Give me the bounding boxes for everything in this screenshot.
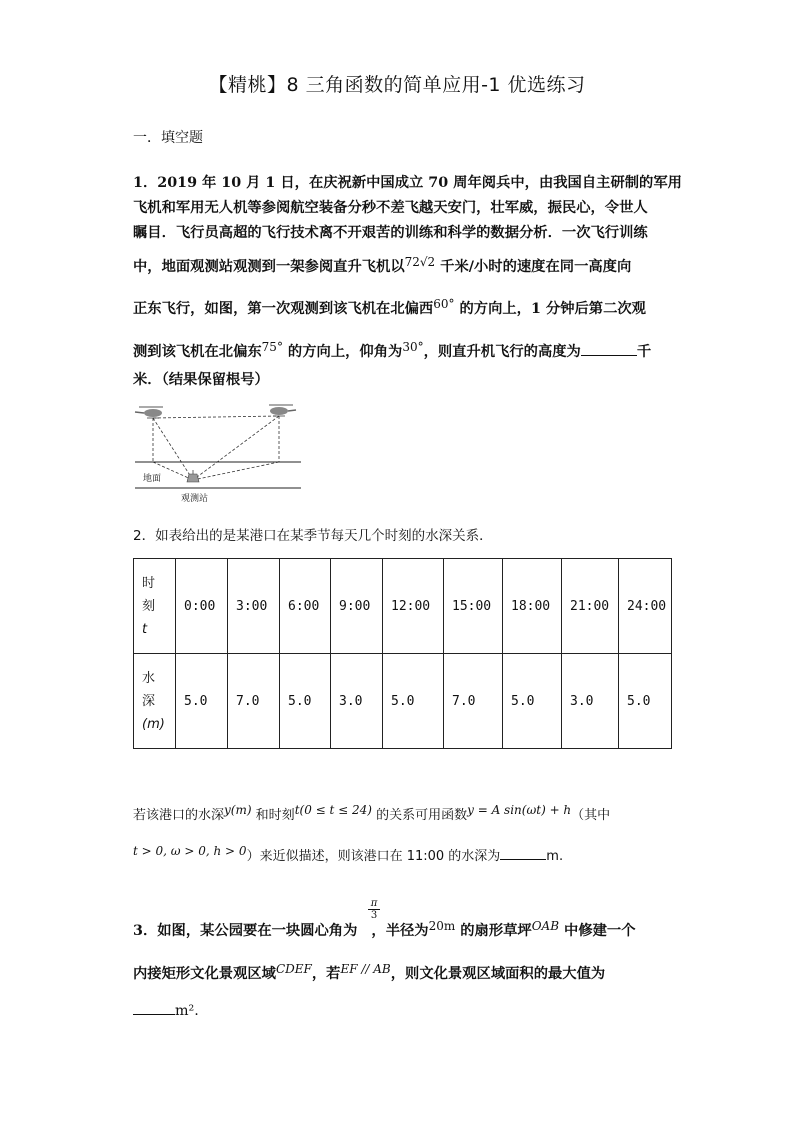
row-header-unit: (m) (142, 716, 165, 732)
time-cell: 21:00 (562, 559, 619, 654)
fraction-numerator: π (370, 898, 378, 909)
page-title: 【精桃】8 三角函数的简单应用-1 优选练习 (208, 74, 586, 96)
sector-name: OAB (531, 919, 560, 933)
q1-line-6 (133, 341, 651, 361)
q1-text: 正东飞行，如图，第一次观测到该飞机在北偏西 (133, 301, 434, 317)
parameter-conditions: t > 0, ω > 0, h > 0 (133, 844, 247, 858)
q3-text: ，则文化景观区域面积的最大值为 (390, 966, 606, 982)
q1-text: 的方向上，1 分钟后第二次观 (454, 301, 646, 317)
q1-text: 千 (636, 344, 652, 360)
station-label: 观测站 (181, 494, 209, 504)
row-header-time (134, 559, 176, 654)
q1-text: ，则直升机飞行的高度为 (423, 344, 581, 360)
q2-line-2 (133, 845, 563, 864)
time-cell: 12:00 (383, 559, 444, 654)
q3-text: 的扇形草坪 (455, 923, 532, 939)
answer-blank (133, 1002, 175, 1015)
q2-text: 的关系可用函数 (371, 808, 468, 823)
q3-line-2 (133, 963, 605, 983)
q2-intro: 2．如表给出的是某港口在某季节每天几个时刻的水深关系． (133, 528, 493, 544)
q2-text: 和时刻 (251, 808, 295, 823)
q1-line-5 (133, 298, 646, 318)
angle-60: 60° (433, 297, 455, 311)
row-header-char: 水 (142, 670, 156, 686)
q1-text: 的方向上，仰角为 (282, 344, 403, 360)
q3-text: ，半径为 (371, 923, 429, 939)
q1-line-7: 米．（结果保留根号） (133, 372, 269, 388)
q2-line-1 (133, 804, 610, 823)
q2-text: m. (546, 849, 564, 864)
pi-over-3-fraction (368, 898, 380, 921)
q1-text: 测到该飞机在北偏东 (133, 344, 262, 360)
q3-line-1 (133, 920, 636, 940)
rectangle-name: CDEF (275, 962, 312, 976)
radius-value: 20m (428, 919, 456, 933)
time-cell: 15:00 (444, 559, 503, 654)
depth-variable: y(m) (224, 803, 252, 817)
time-range: t(0 ≤ t ≤ 24) (294, 803, 372, 817)
depth-cell: 5.0 (176, 654, 228, 749)
time-cell: 18:00 (503, 559, 562, 654)
time-cell: 24:00 (619, 559, 672, 654)
ground-label: 地面 (143, 474, 162, 484)
flight-observation-figure (133, 400, 303, 510)
q1-line-4 (133, 256, 631, 276)
sight-lines (153, 416, 279, 480)
q3-text: 内接矩形文化景观区域 (133, 966, 276, 982)
q3-text: ，若 (311, 966, 341, 982)
depth-cell: 3.0 (562, 654, 619, 749)
row-header-char: 刻 (142, 598, 156, 614)
q1-text: 千米/小时的速度在同一高度向 (435, 259, 632, 275)
q3-text: 中修建一个 (559, 923, 636, 939)
depth-cell: 5.0 (280, 654, 331, 749)
section-heading: 一．填空题 (133, 130, 203, 146)
q3-line-3 (133, 1002, 199, 1019)
answer-blank (581, 343, 637, 356)
angle-30: 30° (402, 340, 424, 354)
depth-cell: 5.0 (383, 654, 444, 749)
parallel-condition: EF // AB (340, 962, 391, 976)
speed-expression: 72√2 (404, 255, 436, 269)
function-formula: y = A sin(ωt) + h (467, 803, 572, 817)
row-header-char: 时 (142, 575, 156, 591)
row-header-var: t (142, 621, 148, 637)
helicopter-left-icon (135, 407, 163, 418)
water-depth-table (133, 558, 672, 749)
q1-text: 中，地面观测站观测到一架参阅直升飞机以 (133, 259, 405, 275)
q2-text: 若该港口的水深 (133, 808, 225, 823)
time-cell: 9:00 (331, 559, 383, 654)
answer-blank (500, 847, 546, 860)
row-header-depth (134, 654, 176, 749)
q3-text: 3．如图，某公园要在一块圆心角为 (133, 923, 358, 939)
angle-75: 75° (261, 340, 283, 354)
time-cell: 0:00 (176, 559, 228, 654)
helicopter-right-icon (269, 405, 296, 416)
depth-cell: 7.0 (444, 654, 503, 749)
q2-text: （其中 (571, 808, 611, 823)
q2-text: ）来近似描述，则该港口在 11:00 的水深为 (246, 849, 501, 864)
depth-cell: 7.0 (228, 654, 280, 749)
q1-line-1: 1．2019 年 10 月 1 日，在庆祝新中国成立 70 周年阅兵中，由我国自主研制的军用 (133, 175, 682, 191)
q1-line-3: 瞩目．飞行员高超的飞行技术离不开艰苦的训练和科学的数据分析．一次飞行训练 (133, 225, 648, 241)
depth-cell: 5.0 (503, 654, 562, 749)
table-row-depth (134, 654, 672, 749)
station-icon (187, 470, 199, 482)
depth-cell: 3.0 (331, 654, 383, 749)
time-cell: 3:00 (228, 559, 280, 654)
table-row-time (134, 559, 672, 654)
q1-line-2: 飞机和军用无人机等参阅航空装备分秒不差飞越天安门，壮军威，振民心，令世人 (133, 200, 648, 216)
row-header-char: 深 (142, 693, 156, 709)
time-cell: 6:00 (280, 559, 331, 654)
fraction-denominator: 3 (368, 909, 380, 921)
depth-cell: 5.0 (619, 654, 672, 749)
q3-text: m². (175, 1003, 199, 1019)
